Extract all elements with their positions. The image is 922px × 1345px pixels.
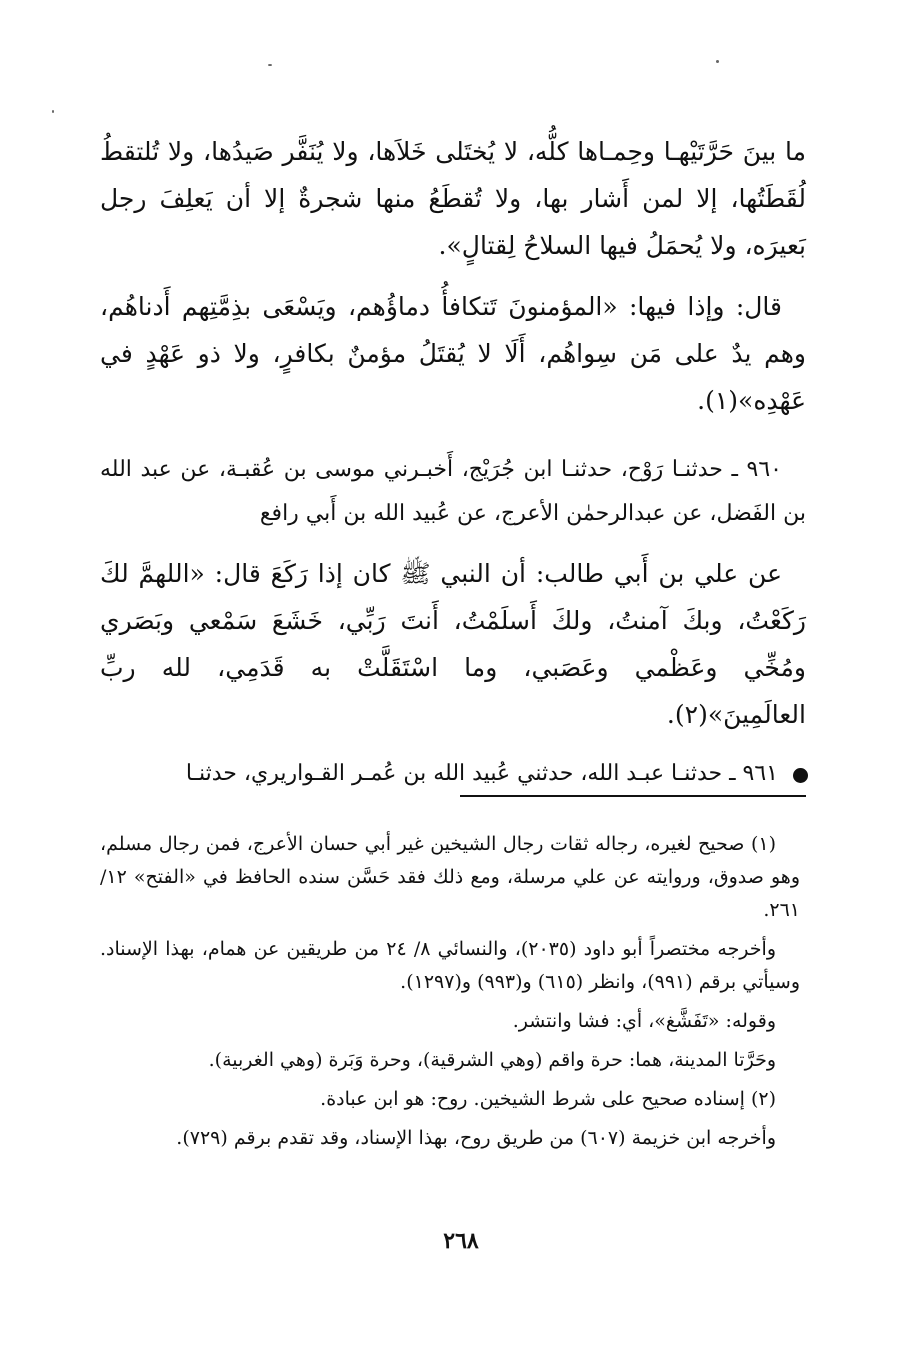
footnote-2: (٢) إسناده صحيح على شرط الشيخين. روح: هو ابن عبادة. [320, 1088, 776, 1110]
main-text [100, 128, 806, 810]
footnote-1-gloss-2: وحَرَّتا المدينة، هما: حرة واقم (وهي الشرقية)، وحرة وَبَرة (وهي الغربية). [208, 1049, 776, 1071]
scan-speck [268, 64, 272, 66]
footnote-1: (١) صحيح لغيره، رجاله ثقات رجال الشيخين غير أبي حسان الأعرج، فمن رجال مسلم، وهو صدوق، وروايته عن علي مرسلة، ومع ذلك فقد حَسَّن سنده الحافظ في «الفتح» ١٢/ ٢٦١. [100, 833, 800, 921]
footnote-separator [460, 795, 806, 797]
footnotes [100, 828, 800, 1161]
page-number: ٢٦٨ [443, 1228, 479, 1254]
hadith-961-isnad [100, 752, 806, 796]
paragraph-hadith-959-cont: قال: وإذا فيها: «المؤمنونَ تَتكافأُ دماؤُهم، ويَسْعَى بذِمَّتِهم أَدناهُم، وهم يدٌ على مَن سِواهُم، أَلَا لا يُقتَلُ مؤمنٌ بكافرٍ، ولا ذو عَهْدٍ في عَهْدِه»(١). [100, 292, 806, 415]
hadith-960-isnad: ٩٦٠ ـ حدثنـا رَوْح، حدثنـا ابن جُرَيْج، أَخبـرني موسى بن عُقبـة، عن عبد الله بن الفَضل، عن عبدالرحمٰن الأعرج، عن عُبيد الله بن أَبي رافع [100, 457, 806, 526]
hadith-961-text: ٩٦١ ـ حدثنـا عبـد الله، حدثني عُبيد الله بن عُمـر القـواريري، حدثنـا [185, 761, 778, 786]
footnote-1-gloss-1: وقوله: «تَفَشَّغ»، أي: فشا وانتشر. [512, 1010, 776, 1032]
footnote-1-takhrij: وأخرجه مختصراً أبو داود (٢٠٣٥)، والنسائي ٨/ ٢٤ من طريقين عن همام، بهذا الإسناد. وسيأتي برقم (٩٩١)، وانظر (٦١٥) و(٩٩٣) و(١٢٩٧). [100, 938, 800, 993]
scan-speck [52, 110, 54, 113]
hadith-960-matn: عن علي بن أَبي طالب: أن النبي ﷺ كان إذا رَكَعَ قال: «اللهمَّ لكَ رَكَعْتُ، وبكَ آمنتُ، ولكَ أَسلَمْتُ، أَنتَ رَبِّي، خَشَعَ سَمْعي وبَصَري ومُخِّي وعَظْمي وعَصَبي، وما اسْتَقَلَّتْ به قَدَمِي، لله ربِّ العالَمِينَ»(٢). [100, 559, 806, 729]
scan-speck [716, 60, 719, 63]
paragraph-hadith-959-end: ما بينَ حَرَّتَيْهـا وحِمـاها كلُّه، لا يُختَلى خَلاَها، ولا يُنَفَّر صَيدُها، ولا تُلتقطُ لُقَطَتُها، إلا لمن أَشار بها، ولا تُقطَعُ منها شجرةٌ إلا أن يَعلِفَ رجل بَعيرَه، ولا يُحمَلُ فيها السلاحُ لِقتالٍ». [100, 137, 806, 260]
footnote-2-takhrij: وأخرجه ابن خزيمة (٦٠٧) من طريق روح، بهذا الإسناد، وقد تقدم برقم (٧٢٩). [176, 1127, 776, 1149]
bullet-icon [793, 768, 808, 783]
